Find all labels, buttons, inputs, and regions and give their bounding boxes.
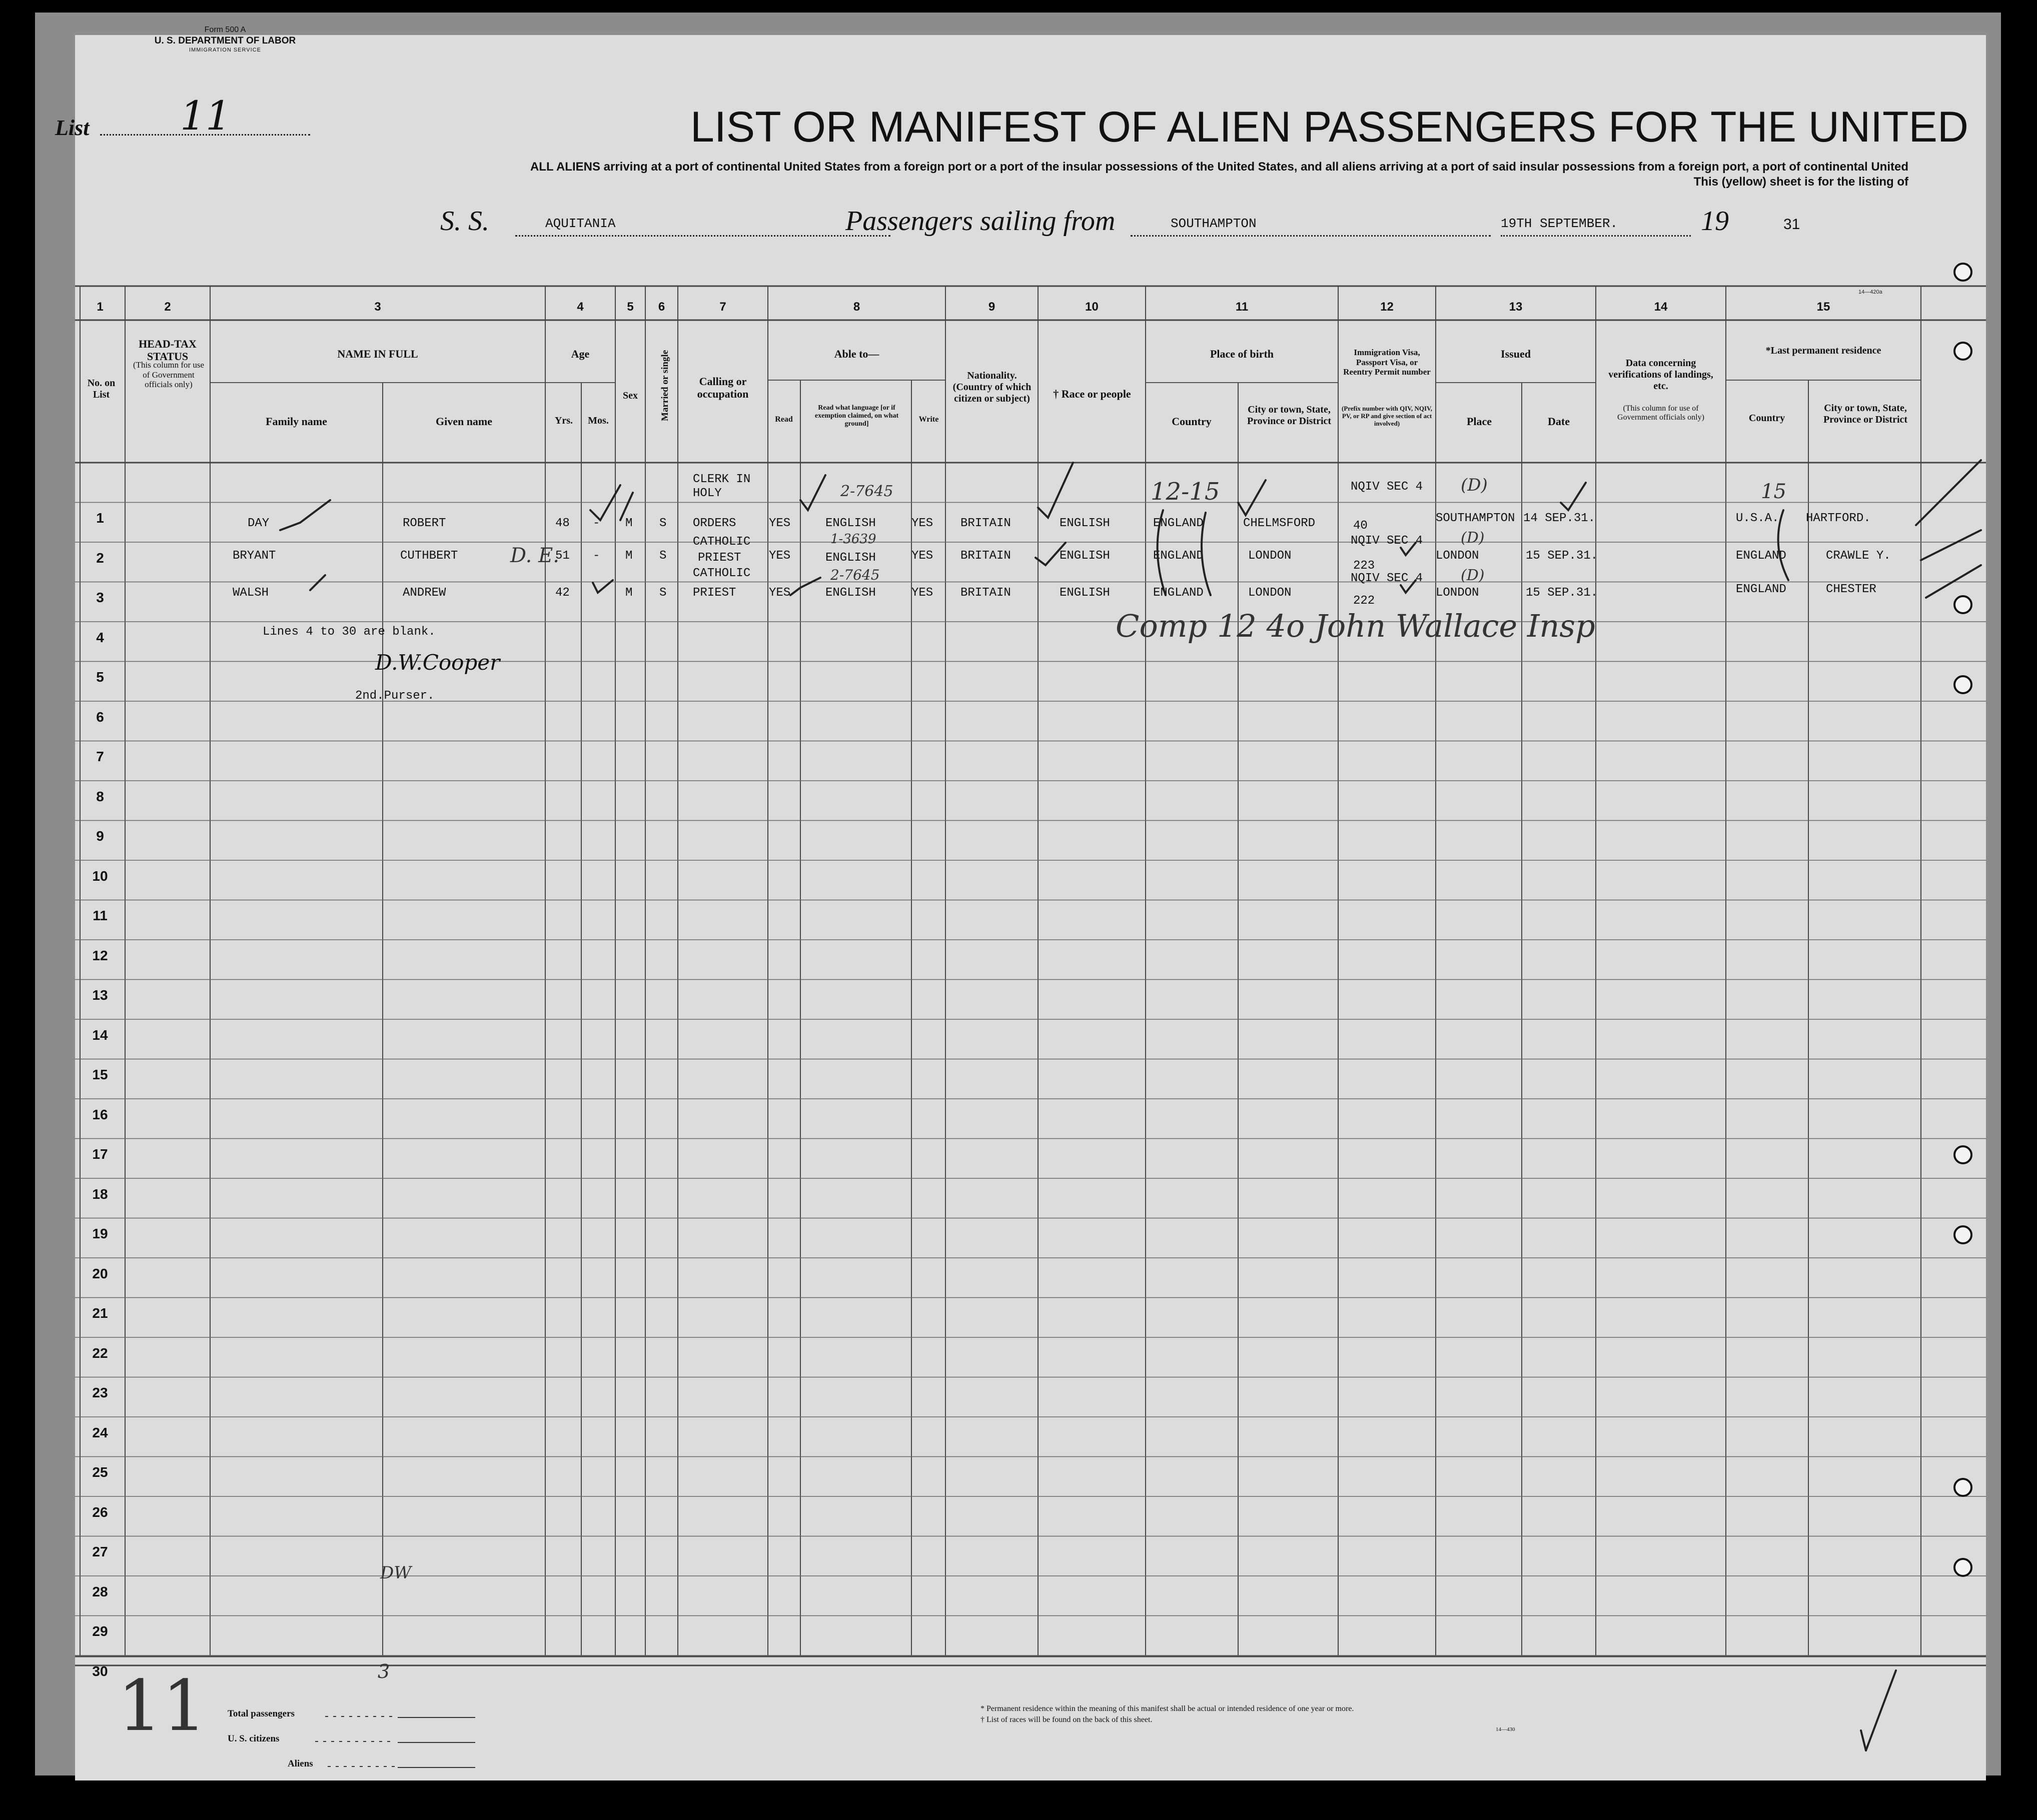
header-married: Married or single: [660, 350, 671, 421]
form-code: 14—420a: [1858, 289, 1882, 295]
row-number: 8: [96, 788, 104, 804]
row-number: 1: [96, 510, 104, 526]
departure-port: SOUTHAMPTON: [1171, 216, 1257, 231]
binder-hole: [1953, 1225, 1972, 1244]
given-name: ANDREW: [403, 586, 446, 600]
year-suffix: 31: [1783, 216, 1800, 233]
header-given-name: Given name: [435, 415, 493, 428]
header-nationality: Nationality. (Country of which citizen or subject): [952, 370, 1032, 404]
can-write: YES: [911, 586, 933, 600]
language-code-2: 1-3639: [830, 532, 876, 547]
col-num-14: 14: [1654, 300, 1668, 314]
can-write: YES: [911, 517, 933, 530]
row-number: 5: [96, 669, 104, 685]
issue-date: 15 SEP.31.: [1526, 586, 1598, 600]
col-num-15: 15: [1816, 300, 1830, 314]
col-num-1: 1: [97, 300, 104, 314]
subtitle-line-2: This (yellow) sheet is for the listing of: [1693, 175, 1908, 189]
header-head-tax: HEAD-TAX STATUS: [139, 338, 197, 363]
age-months: -: [593, 517, 600, 530]
binder-hole: [1953, 675, 1972, 694]
residence-city: CHESTER: [1826, 583, 1876, 596]
department: U. S. DEPARTMENT OF LABOR: [154, 36, 296, 46]
row-number: 3: [96, 590, 104, 605]
row-number: 7: [96, 749, 104, 764]
sex: M: [625, 517, 633, 530]
footer-code: 14—430: [1496, 1726, 1515, 1732]
can-read: YES: [769, 549, 791, 563]
col-num-7: 7: [719, 300, 726, 314]
col-num-4: 4: [577, 300, 584, 314]
col-num-11: 11: [1235, 300, 1249, 314]
sailing-label: Passengers sailing from: [845, 206, 1116, 237]
issue-date: 15 SEP.31.: [1526, 549, 1598, 563]
us-citizens-label: U. S. citizens: [228, 1733, 280, 1744]
header-visa-note: (Prefix number with QIV, NQIV, PV, or RP and give section of act involved): [1341, 405, 1433, 427]
header-calling: Calling or occupation: [697, 375, 749, 401]
sailing-date: 19TH SEPTEMBER.: [1501, 216, 1618, 231]
col-num-3: 3: [374, 300, 381, 314]
binder-hole: [1953, 1558, 1972, 1577]
language-code-3: 2-7645: [830, 567, 880, 583]
left-margin-mark: 11: [118, 1665, 207, 1747]
race: ENGLISH: [1060, 517, 1110, 530]
can-write: YES: [911, 549, 933, 563]
residence-country: ENGLAND: [1736, 583, 1786, 596]
row-number: 21: [92, 1305, 108, 1321]
sex: M: [625, 549, 633, 563]
age-years: 48: [555, 517, 570, 530]
occupation-line-2: PRIEST: [693, 586, 736, 600]
header-mos: Mos.: [588, 415, 609, 426]
birth-country: ENGLAND: [1153, 517, 1204, 530]
header-race: † Race or people: [1053, 388, 1131, 400]
read-language: ENGLISH: [825, 586, 876, 600]
occupation-line-2: HOLY: [693, 487, 722, 500]
col-num-9: 9: [988, 300, 995, 314]
binder-hole: [1953, 595, 1972, 614]
marital-status: S: [659, 549, 667, 563]
row-number: 17: [92, 1146, 108, 1162]
given-name: CUTHBERT: [400, 549, 458, 563]
header-no-on-list: No. on List: [87, 378, 116, 400]
form-number: Form 500 A: [204, 26, 246, 34]
header-read-language: Read what language [or if exemption claimed, on what ground]: [814, 404, 899, 428]
issue-place: LONDON: [1436, 549, 1479, 563]
ss-label: S. S.: [440, 206, 489, 237]
header-birth-city: City or town, State, Province or District: [1247, 404, 1332, 427]
purser-title: 2nd.Purser.: [355, 689, 435, 703]
occupation-line-1: CATHOLIC: [693, 567, 751, 580]
header-age: Age: [571, 348, 590, 360]
de-mark: D. E.: [510, 544, 559, 567]
age-months: -: [593, 549, 600, 563]
residence-code-note: 15: [1761, 480, 1786, 503]
header-res-country: Country: [1748, 413, 1785, 424]
header-able-to: Able to—: [834, 348, 879, 360]
visa-type: NQIV SEC 4: [1351, 480, 1423, 494]
can-read: YES: [769, 586, 791, 600]
header-verifications: Data concerning verifications of landings, etc.: [1608, 358, 1713, 392]
birth-country: ENGLAND: [1153, 549, 1204, 563]
marital-status: S: [659, 586, 667, 600]
row-number: 4: [96, 629, 104, 645]
header-res-city: City or town, State, Province or District: [1823, 403, 1908, 425]
row-number: 24: [92, 1424, 108, 1440]
col-num-12: 12: [1380, 300, 1394, 314]
residence-city: CRAWLE Y.: [1826, 549, 1891, 563]
purser-signature: D.W.Cooper: [375, 650, 500, 675]
ship-name: AQUITANIA: [545, 216, 616, 231]
occupation-line-3: ORDERS: [693, 517, 736, 530]
row-number: 20: [92, 1265, 108, 1281]
blank-lines-note: Lines 4 to 30 are blank.: [263, 625, 436, 639]
family-name: BRYANT: [233, 549, 276, 563]
birth-city: LONDON: [1248, 549, 1292, 563]
row-number: 15: [92, 1067, 108, 1082]
visa-number: 222: [1353, 594, 1375, 608]
col-num-6: 6: [658, 300, 665, 314]
footnote-races: † List of races will be found on the back of this sheet.: [980, 1715, 1153, 1724]
col-num-10: 10: [1085, 300, 1099, 314]
year-prefix: 19: [1701, 206, 1729, 237]
can-read: YES: [769, 517, 791, 530]
header-birth-country: Country: [1172, 415, 1212, 428]
row-number: 29: [92, 1623, 108, 1639]
header-read: Read: [775, 415, 793, 424]
visa-number: 223: [1353, 559, 1375, 573]
row-number: 18: [92, 1186, 108, 1202]
header-family-name: Family name: [266, 415, 327, 428]
age-years: 51: [555, 549, 570, 563]
sex: M: [625, 586, 633, 600]
total-tally: 3: [378, 1660, 390, 1682]
read-language: ENGLISH: [825, 517, 876, 530]
residence-country: U.S.A.: [1736, 512, 1779, 525]
subtitle-line-1: ALL ALIENS arriving at a port of continental United States from a foreign port or a port of the insular possessions of the United States, and all aliens arriving at a port of said insular possessions from a foreign port, a port of continental United: [530, 160, 1908, 174]
row-number: 27: [92, 1544, 108, 1559]
occupation-line-2: PRIEST: [698, 551, 741, 565]
header-sex: Sex: [623, 390, 638, 401]
col-num-13: 13: [1509, 300, 1523, 314]
issue-place: LONDON: [1436, 586, 1479, 600]
birth-country: ENGLAND: [1153, 586, 1204, 600]
header-issued-place: Place: [1466, 415, 1492, 428]
row-number: 12: [92, 947, 108, 963]
header-last-residence: *Last permanent residence: [1765, 345, 1881, 356]
row-number: 22: [92, 1345, 108, 1361]
header-place-of-birth: Place of birth: [1210, 348, 1274, 360]
family-name: DAY: [248, 517, 270, 530]
service: IMMIGRATION SERVICE: [189, 47, 261, 53]
header-head-tax-note: (This column for use of Government officials only): [133, 360, 205, 390]
race: ENGLISH: [1060, 549, 1110, 563]
row-number: 6: [96, 709, 104, 725]
row-number: 28: [92, 1583, 108, 1599]
race: ENGLISH: [1060, 586, 1110, 600]
row-number: 30: [92, 1663, 108, 1679]
d-mark-1: (D): [1461, 475, 1488, 495]
col-num-5: 5: [627, 300, 634, 314]
page-title: LIST OR MANIFEST OF ALIEN PASSENGERS FOR THE UNITED: [690, 103, 1969, 151]
row-number: 25: [92, 1464, 108, 1480]
binder-hole: [1953, 342, 1972, 361]
nationality: BRITAIN: [960, 517, 1011, 530]
occupation-line-1: CATHOLIC: [693, 535, 751, 549]
birth-city: LONDON: [1248, 586, 1292, 600]
col-num-8: 8: [853, 300, 860, 314]
row-number: 19: [92, 1226, 108, 1241]
visa-type: NQIV SEC 4: [1351, 534, 1423, 548]
residence-country: ENGLAND: [1736, 549, 1786, 563]
age-years: 42: [555, 586, 570, 600]
header-issued-date: Date: [1548, 415, 1570, 428]
marital-status: S: [659, 517, 667, 530]
occupation-line-1: CLERK IN: [693, 473, 751, 486]
d-mark-2: (D): [1461, 529, 1485, 547]
row-number: 26: [92, 1504, 108, 1520]
birth-city: CHELMSFORD: [1243, 517, 1316, 530]
header-name-in-full: NAME IN FULL: [337, 348, 418, 360]
list-value: 11: [180, 93, 231, 139]
row-number: 2: [96, 550, 104, 566]
total-passengers-label: Total passengers: [228, 1708, 295, 1719]
initials-mark: DW: [380, 1563, 412, 1583]
header-issued: Issued: [1501, 348, 1531, 360]
binder-hole: [1953, 1478, 1972, 1497]
residence-city: HARTFORD.: [1806, 512, 1871, 525]
family-name: WALSH: [233, 586, 269, 600]
visa-number: 40: [1353, 519, 1368, 533]
row-number: 23: [92, 1385, 108, 1400]
visa-type: NQIV SEC 4: [1351, 572, 1423, 585]
nationality: BRITAIN: [960, 549, 1011, 563]
row-number: 14: [92, 1027, 108, 1043]
header-write: Write: [918, 415, 939, 424]
given-name: ROBERT: [403, 517, 446, 530]
header-yrs: Yrs.: [554, 415, 573, 426]
read-language: ENGLISH: [825, 551, 876, 565]
nationality: BRITAIN: [960, 586, 1011, 600]
binder-hole: [1953, 1145, 1972, 1164]
list-label: List: [55, 116, 90, 140]
issue-place: SOUTHAMPTON: [1436, 512, 1515, 525]
row-number: 11: [93, 908, 108, 923]
issue-date: 14 SEP.31.: [1523, 512, 1596, 525]
aliens-label: Aliens: [288, 1758, 313, 1769]
row-number: 10: [92, 868, 108, 884]
d-mark-3: (D): [1461, 567, 1485, 584]
footnote-residence: * Permanent residence within the meaning of this manifest shall be actual or intended residence of one year or more.: [980, 1704, 1354, 1713]
binder-hole: [1953, 263, 1972, 282]
language-code-1: 2-7645: [840, 483, 893, 500]
row-number: 9: [96, 828, 104, 844]
col-num-2: 2: [164, 300, 171, 314]
birth-code-note: 12-15: [1151, 478, 1220, 506]
inspector-note: Comp 12 4o John Wallace Insp: [1116, 608, 1595, 644]
header-verifications-note: (This column for use of Government officials only): [1617, 404, 1704, 422]
row-number: 13: [92, 987, 108, 1003]
header-visa: Immigration Visa, Passport Visa, or Reentry Permit number: [1343, 348, 1431, 377]
row-number: 16: [92, 1106, 108, 1122]
